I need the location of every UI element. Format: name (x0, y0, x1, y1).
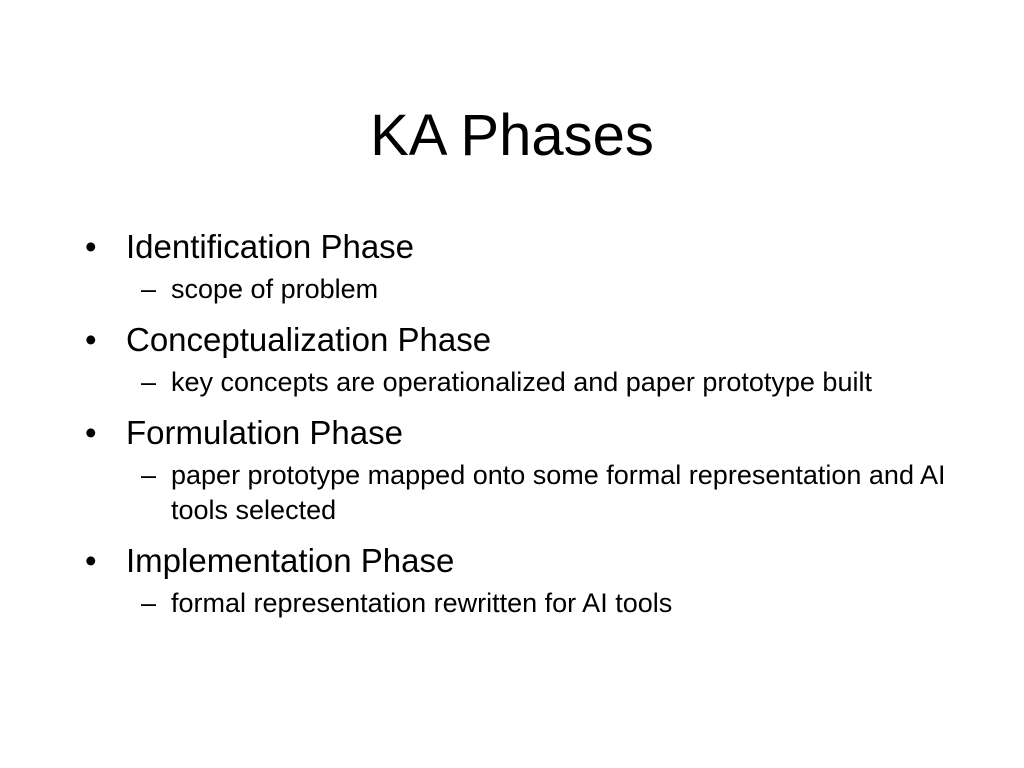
bullet-marker: • (85, 414, 97, 451)
bullet-label: Implementation Phase (126, 542, 455, 579)
bullet-item-implementation (85, 536, 965, 586)
sub-item-text: formal representation rewritten for AI tools (171, 588, 673, 618)
bullet-label: Conceptualization Phase (126, 321, 492, 358)
sub-item-conceptualization (85, 365, 965, 400)
bullet-label: Formulation Phase (126, 414, 403, 451)
bullet-item-identification (85, 222, 965, 272)
bullet-label: Identification Phase (126, 228, 415, 265)
bullet-list (85, 222, 965, 629)
sub-marker: – (141, 588, 157, 618)
sub-item-text: key concepts are operationalized and paper prototype built (171, 367, 872, 397)
sub-item-identification (85, 272, 965, 307)
sub-marker: – (141, 274, 157, 304)
sub-item-text: scope of problem (171, 274, 379, 304)
sub-marker: – (141, 367, 157, 397)
bullet-marker: • (85, 228, 97, 265)
sub-item-text: paper prototype mapped onto some formal representation and AI tools selected (171, 460, 946, 525)
slide-title: KA Phases (370, 103, 654, 168)
bullet-marker: • (85, 321, 97, 358)
bullet-marker: • (85, 542, 97, 579)
bullet-item-conceptualization (85, 315, 965, 365)
sub-item-formulation (85, 458, 965, 528)
sub-item-implementation (85, 586, 965, 621)
bullet-item-formulation (85, 408, 965, 458)
sub-marker: – (141, 460, 157, 490)
